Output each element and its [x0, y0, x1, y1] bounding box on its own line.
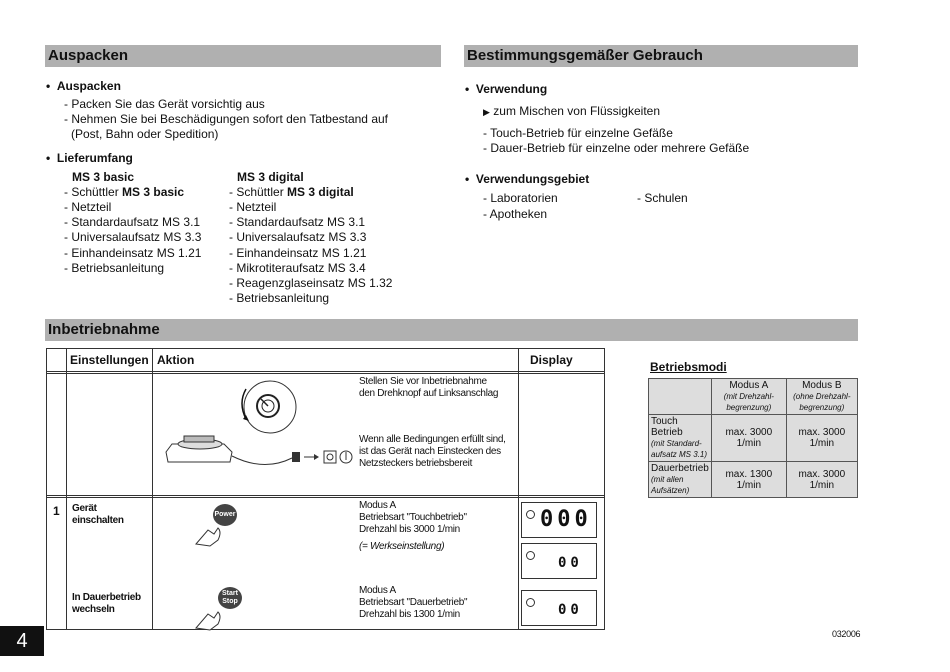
list-item: - Einhandeinsatz MS 1.21 [229, 245, 367, 260]
page-number: 4 [0, 626, 44, 656]
action-instruction: den Drehknopf auf Linksanschlag [359, 388, 499, 399]
list-item: - Reagenzglaseinsatz MS 1.32 [229, 276, 393, 290]
display-touch-secondary [521, 543, 597, 579]
auspacken-line: - Packen Sie das Gerät vorsichtig aus [64, 97, 265, 111]
display-digits: 000 [540, 507, 592, 532]
arrow-line: ▶ zum Mischen von Flüssigkeiten [483, 104, 660, 118]
mode-text: Drehzahl bis 3000 1/min [359, 524, 460, 535]
auspacken-line: - Nehmen Sie bei Beschädigungen sofort den Tatbestand auf [64, 112, 388, 126]
led-dot-icon [526, 551, 535, 560]
list-item: - Einhandeinsatz MS 1.21 [64, 245, 202, 260]
modes-table [648, 378, 858, 498]
col2-title: MS 3 digital [237, 170, 304, 184]
rotary-knob-illustration [232, 375, 304, 437]
action-instruction: Stellen Sie vor Inbetriebnahme [359, 376, 487, 387]
modes-header-b: Modus B (ohne Drehzahl-begrenzung) [786, 379, 857, 415]
gebiet-laboratorien: - Laboratorien [483, 191, 558, 205]
list-item: - Standardaufsatz MS 3.1 [229, 215, 366, 230]
step-label: Gerät [72, 503, 97, 514]
modes-title: Betriebsmodi [650, 360, 727, 374]
col-header-einstellungen: Einstellungen [70, 353, 149, 367]
verwendung-line: - Dauer-Betrieb für einzelne oder mehrere Gefäße [483, 141, 750, 155]
col2-first: - Schüttler MS 3 digital [229, 185, 354, 199]
modes-row-dauer: Dauerbetrieb (mit allen Aufsätzen) [649, 462, 712, 498]
step-label: wechseln [72, 604, 115, 615]
shaker-plug-illustration [164, 432, 364, 480]
list-item: - Netzteil [229, 200, 277, 214]
bullet-verwendung: • Verwendung [465, 82, 548, 96]
list-item: - Netzteil [64, 200, 112, 214]
verwendung-line: - Touch-Betrieb für einzelne Gefäße [483, 126, 673, 140]
gebiet-apotheken: - Apotheken [483, 207, 548, 221]
list-item: - Mikrotiteraufsatz MS 3.4 [229, 260, 366, 275]
col-header-aktion: Aktion [157, 353, 195, 367]
col1-title: MS 3 basic [72, 170, 135, 184]
mode-text: Betriebsart "Touchbetrieb" [359, 512, 467, 523]
doc-code: 032006 [832, 629, 861, 639]
modes-corner [649, 379, 712, 415]
action-instruction: Netzsteckers betriebsbereit [359, 458, 473, 469]
mode-text: Betriebsart "Dauerbetrieb" [359, 597, 468, 608]
modes-cell: max. 3000 1/min [786, 415, 857, 462]
factory-setting-note: (= Werkseinstellung) [359, 541, 445, 552]
bullet-auspacken: • Auspacken [46, 79, 121, 93]
arrow-right-icon: ▶ [483, 107, 490, 117]
list-item: - Standardaufsatz MS 3.1 [64, 215, 201, 230]
list-item: - Universalaufsatz MS 3.3 [64, 230, 202, 245]
bullet-lieferumfang: • Lieferumfang [46, 151, 133, 165]
action-instruction: ist das Gerät nach Einstecken des [359, 446, 501, 457]
mode-text: Modus A [359, 585, 396, 596]
bullet-verwendungsgebiet: • Verwendungsgebiet [465, 172, 590, 186]
step-number: 1 [53, 504, 60, 518]
step-label: einschalten [72, 515, 124, 526]
section-header-auspacken: Auspacken [45, 45, 441, 67]
modes-header-a: Modus A (mit Drehzahl-begrenzung) [711, 379, 786, 415]
action-instruction: Wenn alle Bedingungen erfüllt sind, [359, 434, 506, 445]
list-item: - Betriebsanleitung [229, 291, 330, 306]
display-digits: 00 [558, 602, 583, 618]
col1-first: - Schüttler MS 3 basic [64, 185, 185, 199]
modes-row-touch: Touch Betrieb (mit Standard-aufsatz MS 3.1) [649, 415, 712, 462]
start-stop-button-icon: Start Stop [218, 587, 242, 609]
col-header-display: Display [530, 353, 573, 367]
led-dot-icon [526, 510, 535, 519]
mode-text: Drehzahl bis 1300 1/min [359, 609, 460, 620]
display-digits: 00 [558, 555, 583, 571]
led-dot-icon [526, 598, 535, 607]
modes-cell: max. 3000 1/min [711, 415, 786, 462]
section-header-bestimmung: Bestimmungsgemäßer Gebrauch [464, 45, 858, 67]
display-dauer [521, 590, 597, 626]
gebiet-schulen: - Schulen [637, 191, 688, 205]
auspacken-line: (Post, Bahn oder Spedition) [71, 127, 219, 141]
mode-text: Modus A [359, 500, 396, 511]
modes-cell: max. 1300 1/min [711, 462, 786, 498]
step-label: In Dauerbetrieb [72, 592, 141, 603]
list-item: - Betriebsanleitung [64, 260, 165, 275]
display-touch [521, 502, 597, 538]
list-item: - Universalaufsatz MS 3.3 [229, 230, 367, 245]
section-header-inbetriebnahme: Inbetriebnahme [45, 319, 858, 341]
modes-cell: max. 3000 1/min [786, 462, 857, 498]
power-button-icon: Power [213, 504, 237, 526]
